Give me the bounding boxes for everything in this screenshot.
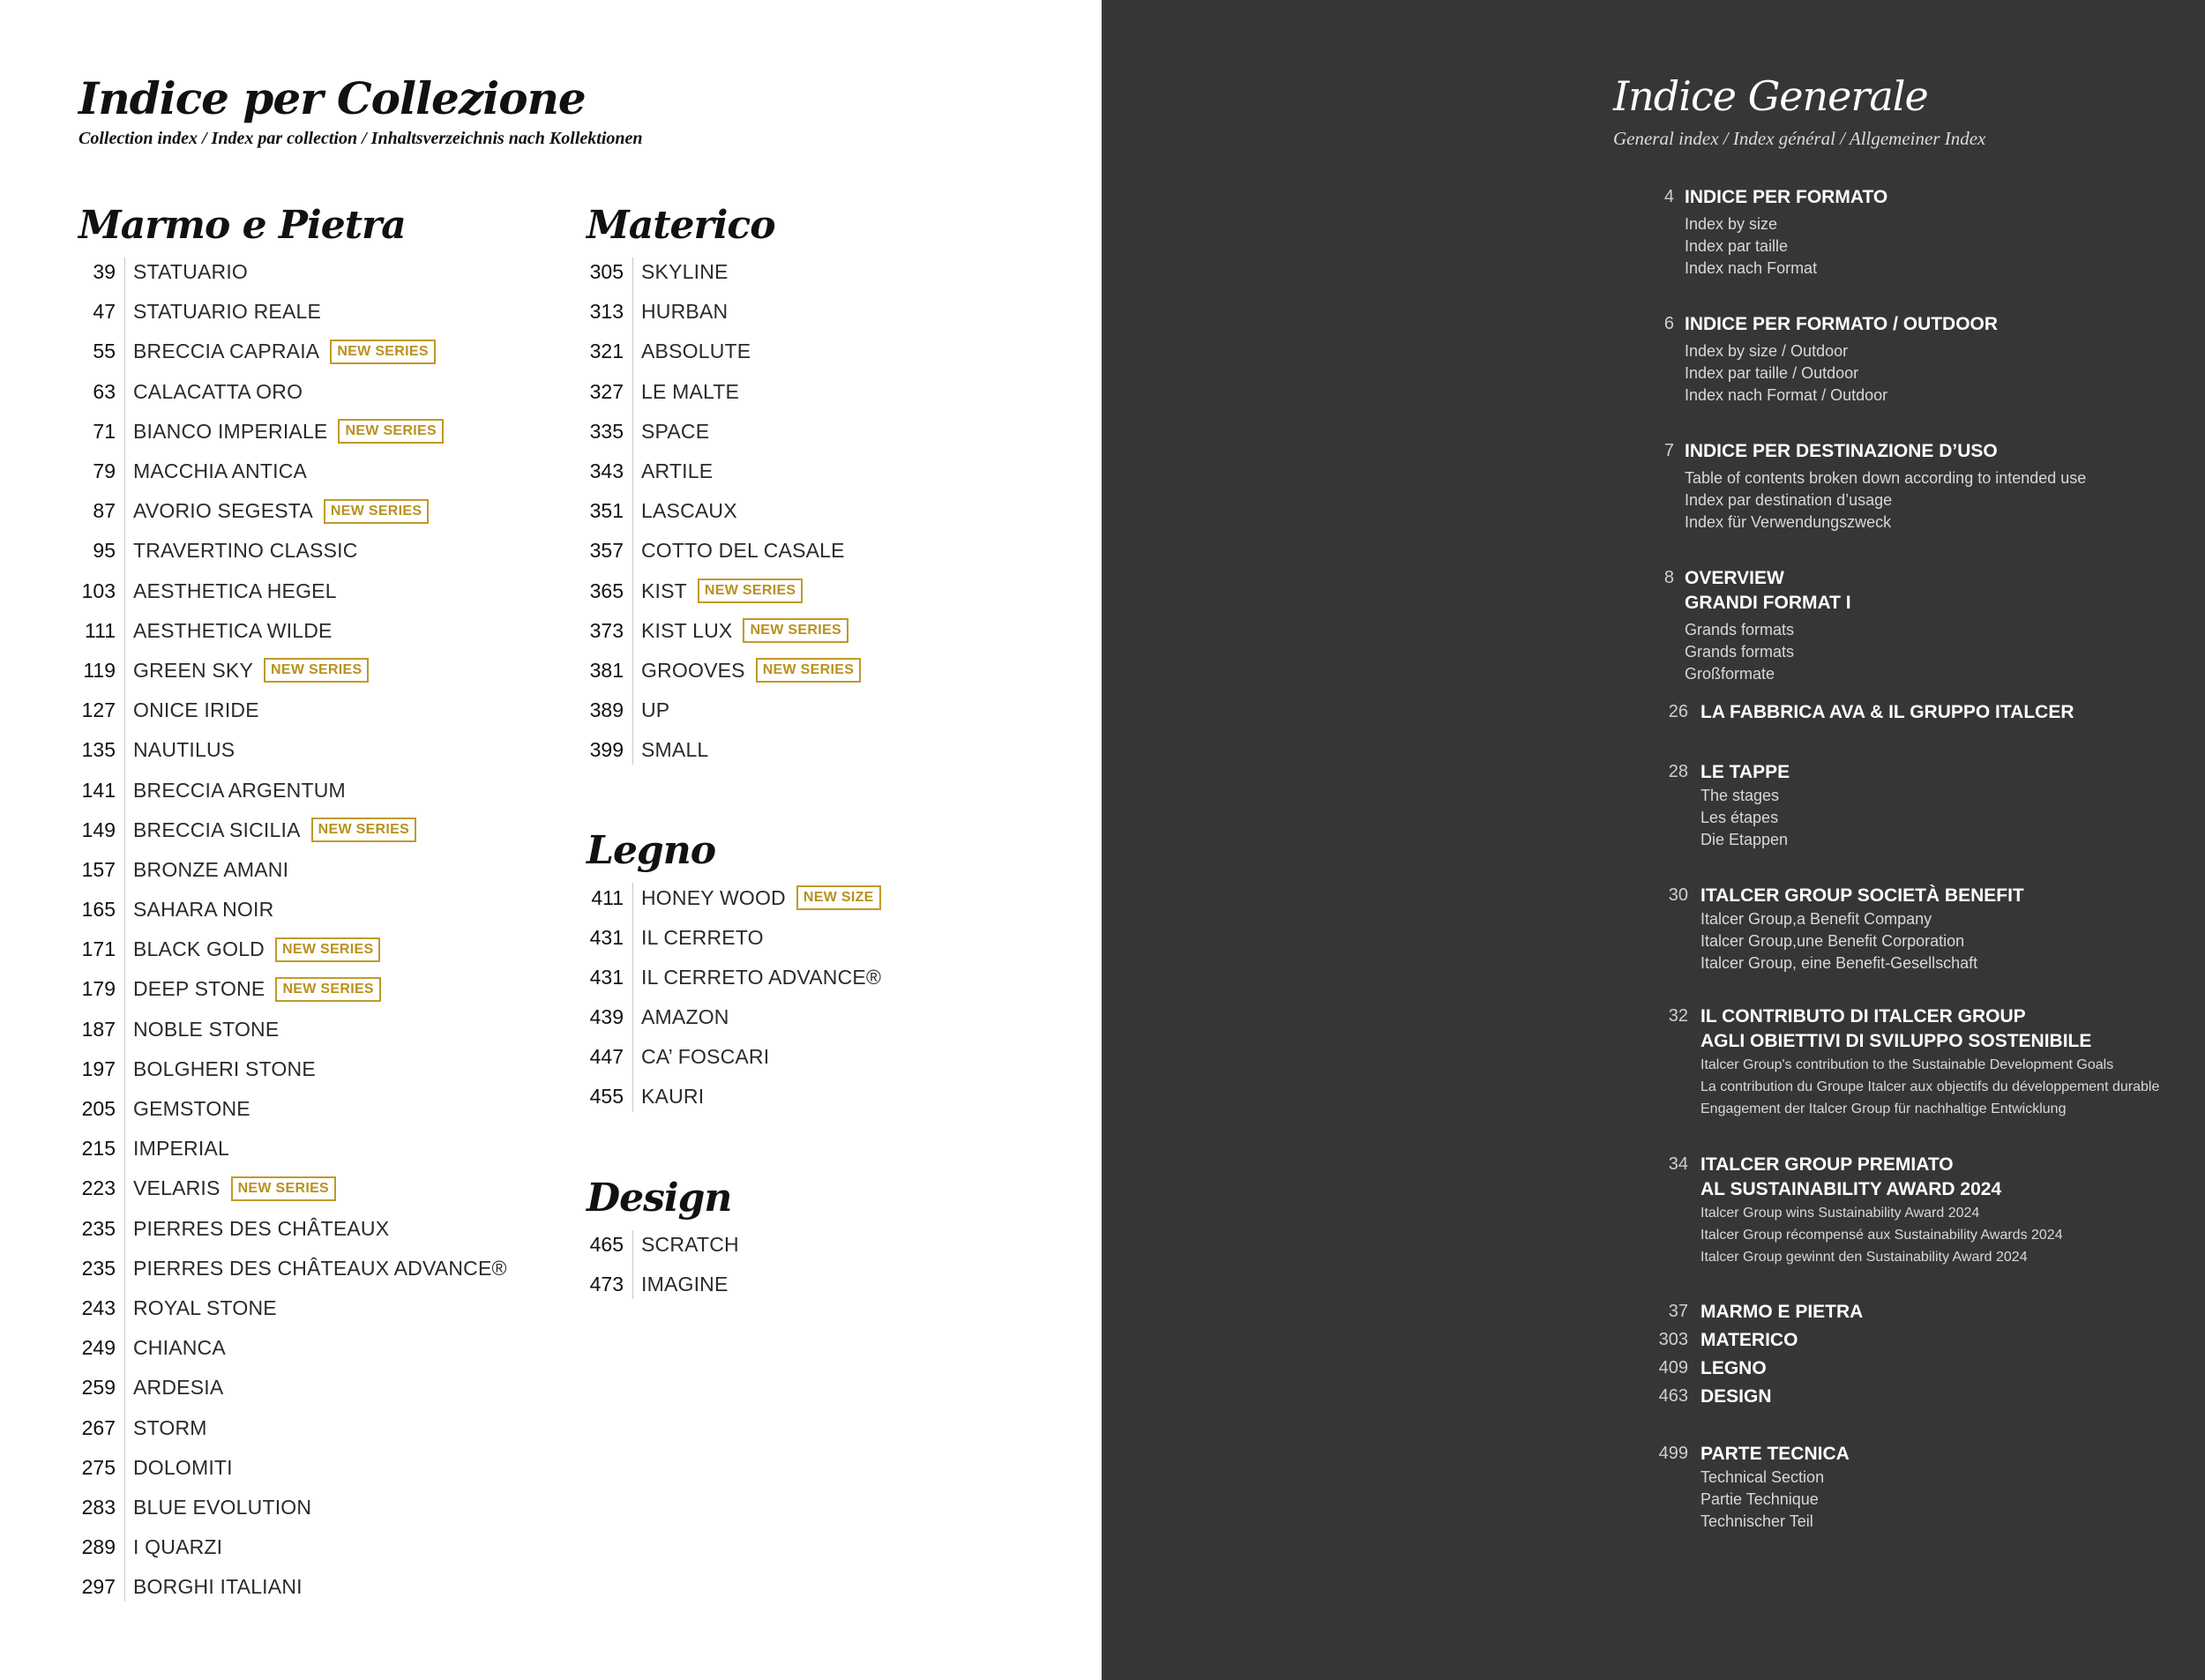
collection-name: STATUARIO [133, 260, 249, 284]
page-number: 343 [589, 459, 624, 483]
page-number: 305 [589, 260, 624, 284]
page-number: 365 [589, 579, 624, 602]
index-entry [78, 1089, 507, 1129]
page-number: 283 [81, 1495, 116, 1519]
page-number: 313 [589, 300, 624, 324]
collection-name: SPACE [641, 419, 710, 443]
index-entry [78, 1049, 507, 1089]
index-entry [78, 1448, 507, 1488]
page-number: 223 [81, 1176, 116, 1200]
collection-name: BLACK GOLD [133, 937, 265, 961]
index-entry [78, 372, 507, 412]
collection-name: AESTHETICA WILDE [133, 618, 333, 642]
item-translation: Index by size [1685, 215, 1778, 233]
collection-name: SCRATCH [641, 1232, 739, 1256]
index-entry [78, 1288, 507, 1328]
item-translation: Italcer Group gewinnt den Sustainability Award 2024 [1700, 1250, 2028, 1265]
page-number: 8 [1663, 568, 1674, 587]
collection-name: PIERRES DES CHÂTEAUX ADVANCE® [133, 1256, 507, 1280]
index-entry [78, 1209, 507, 1249]
collection-name: LASCAUX [641, 499, 737, 523]
item-title: INDICE PER FORMATO / OUTDOOR [1685, 314, 1999, 334]
item-translation: Les étapes [1700, 809, 1779, 826]
item-translation: Grands formats [1685, 643, 1795, 661]
collection-name: GREEN SKY [133, 658, 254, 682]
page-number: 357 [589, 539, 624, 563]
collection-name: TRAVERTINO CLASSIC [133, 539, 358, 563]
index-entry [78, 452, 507, 491]
section-materico [587, 203, 881, 770]
new-badge: NEW SERIES [264, 658, 369, 683]
item-translation: Index par taille / Outdoor [1685, 364, 1859, 382]
index-entry [78, 1249, 507, 1288]
new-badge: NEW SERIES [231, 1176, 336, 1201]
collection-name: ROYAL STONE [133, 1295, 277, 1319]
index-entry [587, 691, 881, 730]
index-entry [587, 958, 881, 997]
entry-list [78, 252, 507, 1607]
new-badge: NEW SERIES [743, 618, 848, 643]
index-entry [587, 730, 881, 770]
page-number: 235 [81, 1256, 116, 1280]
page-number: 381 [589, 658, 624, 682]
page-number: 259 [81, 1376, 116, 1400]
index-entry [587, 1225, 881, 1265]
index-entry [78, 1567, 507, 1607]
item-translation: Partie Technique [1700, 1490, 1819, 1508]
item-translation: Die Etappen [1700, 831, 1789, 848]
new-badge: NEW SIZE [796, 885, 881, 910]
section-design [587, 1176, 881, 1304]
item-title-line2: AL SUSTAINABILITY AWARD 2024 [1700, 1179, 2002, 1199]
section-title: Legno [587, 828, 716, 874]
page-number: 119 [83, 658, 116, 682]
page-number: 6 [1663, 314, 1674, 333]
index-entry [78, 651, 507, 691]
item-title-line2: GRANDI FORMAT I [1685, 593, 1851, 613]
collection-name: IMAGINE [641, 1272, 729, 1295]
collection-name: AVORIO SEGESTA [133, 499, 313, 523]
index-entry [587, 412, 881, 452]
collection-name: STORM [133, 1415, 207, 1439]
page-number: 197 [81, 1057, 116, 1080]
collection-name: SAHARA NOIR [133, 898, 274, 922]
page-number: 87 [93, 499, 116, 523]
index-entry [587, 1037, 881, 1077]
page-number: 111 [85, 618, 116, 642]
index-entry [78, 571, 507, 611]
collection-name: SKYLINE [641, 260, 729, 284]
index-entry [587, 651, 881, 691]
index-entry [587, 372, 881, 412]
index-entry [78, 332, 507, 371]
page-number: 335 [589, 419, 624, 443]
item-title: OVERVIEW [1685, 568, 1784, 588]
index-entry [587, 491, 881, 531]
new-badge: NEW SERIES [698, 579, 803, 603]
page-number: 267 [81, 1415, 116, 1439]
index-entry [78, 890, 507, 930]
page-number: 235 [81, 1216, 116, 1240]
collection-name: MACCHIA ANTICA [133, 459, 308, 483]
collection-name: COTTO DEL CASALE [641, 539, 845, 563]
page-number: 165 [81, 898, 116, 922]
item-translation: Index nach Format [1685, 259, 1818, 277]
page-number: 399 [589, 738, 624, 762]
index-entry [78, 969, 507, 1009]
page-number: 157 [81, 857, 116, 881]
index-entry [587, 292, 881, 332]
index-entry [78, 1010, 507, 1049]
index-entry [587, 531, 881, 571]
page-number: 7 [1663, 441, 1674, 460]
page-number: 179 [81, 977, 116, 1001]
collection-name: DOLOMITI [133, 1455, 233, 1479]
collection-name: BRONZE AMANI [133, 857, 289, 881]
item-translation: La contribution du Groupe Italcer aux objectifs du développement durable [1700, 1079, 2160, 1094]
item-translation: Großformate [1685, 665, 1775, 683]
new-badge: NEW SERIES [275, 977, 380, 1002]
index-entry [587, 1077, 881, 1116]
page-number: 473 [589, 1272, 624, 1295]
new-badge: NEW SERIES [311, 818, 416, 842]
index-entry [78, 1527, 507, 1567]
section-title: Materico [587, 203, 775, 248]
item-title: LEGNO [1700, 1358, 1767, 1378]
collection-name: KAURI [641, 1085, 705, 1109]
item-translation: Engagement der Italcer Group für nachhaltige Entwicklung [1700, 1101, 2067, 1116]
collection-name: HONEY WOOD [641, 885, 786, 909]
page-number: 95 [93, 539, 116, 563]
index-entry [78, 1169, 507, 1208]
index-entry [587, 997, 881, 1037]
item-title: INDICE PER FORMATO [1685, 187, 1888, 207]
new-badge: NEW SERIES [275, 937, 380, 962]
entry-list [587, 252, 881, 770]
section-title: Design [587, 1175, 732, 1221]
index-entry [78, 611, 507, 651]
page-number: 71 [93, 419, 116, 443]
index-entry [78, 850, 507, 890]
collection-name: CHIANCA [133, 1336, 226, 1360]
collection-name: CALACATTA ORO [133, 379, 303, 403]
page-number: 4 [1663, 187, 1674, 206]
item-translation: Index nach Format / Outdoor [1685, 386, 1888, 404]
page-number: 30 [1668, 885, 1688, 905]
page-number: 28 [1668, 762, 1688, 781]
collection-name: VELARIS [133, 1176, 220, 1200]
item-translation: Italcer Group wins Sustainability Award 2024 [1700, 1206, 1980, 1221]
collection-name: NAUTILUS [133, 738, 235, 762]
index-entry [78, 810, 507, 850]
collection-name: SMALL [641, 738, 709, 762]
page-number: 275 [81, 1455, 116, 1479]
page-number: 289 [81, 1535, 116, 1559]
new-badge: NEW SERIES [324, 499, 429, 524]
collection-name: BRECCIA CAPRAIA [133, 340, 320, 363]
page-number: 303 [1658, 1330, 1688, 1349]
item-title: PARTE TECNICA [1700, 1444, 1850, 1464]
collection-name: DEEP STONE [133, 977, 265, 1001]
item-title: ITALCER GROUP SOCIETÀ BENEFIT [1700, 885, 2024, 906]
item-translation: Italcer Group, eine Benefit-Gesellschaft [1700, 954, 1978, 972]
page-number: 187 [81, 1017, 116, 1041]
item-title: MARMO E PIETRA [1700, 1302, 1864, 1322]
collection-name: LE MALTE [641, 379, 740, 403]
collection-name: BORGHI ITALIANI [133, 1575, 303, 1599]
section-marmo-e-pietra [78, 203, 507, 1607]
entry-list [587, 1225, 881, 1304]
item-translation: Grands formats [1685, 621, 1795, 638]
index-entry [587, 452, 881, 491]
item-translation: Technical Section [1700, 1468, 1825, 1486]
column-right-sections [587, 203, 881, 1304]
page-number: 215 [81, 1137, 116, 1161]
item-title: LE TAPPE [1700, 762, 1790, 782]
page-number: 327 [589, 379, 624, 403]
item-translation: Index by size / Outdoor [1685, 342, 1849, 360]
collection-name: BIANCO IMPERIALE [133, 419, 328, 443]
entry-list [587, 877, 881, 1116]
collection-name: ABSOLUTE [641, 340, 751, 363]
index-entry [78, 491, 507, 531]
new-badge: NEW SERIES [330, 340, 435, 364]
page-subtitle: Collection index / Index par collection / Inhaltsverzeichnis nach Kollektionen [78, 129, 643, 148]
item-translation: Index par taille [1685, 237, 1789, 255]
section-title: Marmo e Pietra [78, 203, 406, 248]
collection-name: HURBAN [641, 300, 729, 324]
collection-name: UP [641, 698, 670, 722]
index-entry [78, 412, 507, 452]
collection-name: NOBLE STONE [133, 1017, 280, 1041]
collection-name: I QUARZI [133, 1535, 223, 1559]
collection-name: BLUE EVOLUTION [133, 1495, 312, 1519]
page-number: 135 [81, 738, 116, 762]
page-number: 499 [1658, 1444, 1688, 1463]
index-entry [78, 1368, 507, 1407]
page-number: 463 [1658, 1386, 1688, 1406]
item-title: ITALCER GROUP PREMIATO [1700, 1154, 1954, 1175]
page-number: 205 [81, 1097, 116, 1121]
index-entry [78, 1407, 507, 1447]
page-number: 431 [589, 965, 624, 989]
page-title: Indice per Collezione [78, 72, 586, 124]
collection-name: PIERRES DES CHÂTEAUX [133, 1216, 390, 1240]
item-title: MATERICO [1700, 1330, 1798, 1350]
index-entry [587, 252, 881, 292]
item-translation: Index par destination d’usage [1685, 491, 1893, 509]
page-number: 37 [1668, 1302, 1688, 1321]
collection-name: GROOVES [641, 658, 745, 682]
page-number: 32 [1668, 1006, 1688, 1026]
item-translation: Italcer Group's contribution to the Sustainable Development Goals [1700, 1057, 2114, 1072]
index-entry [78, 252, 507, 292]
new-badge: NEW SERIES [756, 658, 861, 683]
page-number: 149 [81, 818, 116, 841]
index-entry [78, 730, 507, 770]
page-number: 55 [93, 340, 116, 363]
index-entry [587, 571, 881, 611]
item-translation: Technischer Teil [1700, 1512, 1813, 1530]
index-entry [587, 611, 881, 651]
page-number: 409 [1658, 1358, 1688, 1378]
collection-name: ARDESIA [133, 1376, 224, 1400]
page-number: 141 [81, 778, 116, 802]
page-number: 447 [589, 1045, 624, 1069]
page-number: 351 [589, 499, 624, 523]
page-number: 26 [1668, 702, 1688, 721]
collection-name: IL CERRETO [641, 925, 764, 949]
page-number: 34 [1668, 1154, 1688, 1174]
item-translation: Table of contents broken down according to intended use [1685, 469, 2087, 487]
page-number: 63 [93, 379, 116, 403]
page-number: 103 [81, 579, 116, 602]
item-title: LA FABBRICA AVA & IL GRUPPO ITALCER [1700, 702, 2074, 722]
index-entry [587, 918, 881, 958]
collection-name: IL CERRETO ADVANCE® [641, 965, 882, 989]
page-number: 39 [93, 260, 116, 284]
page-number: 297 [81, 1575, 116, 1599]
item-translation: The stages [1700, 787, 1780, 804]
index-entry [78, 930, 507, 969]
page-number: 373 [589, 618, 624, 642]
general-index-title: Indice Generale [1613, 72, 1928, 120]
collection-name: STATUARIO REALE [133, 300, 322, 324]
index-entry [587, 332, 881, 371]
index-entry [587, 1265, 881, 1304]
page-number: 171 [81, 937, 116, 961]
page-number: 249 [81, 1336, 116, 1360]
page-number: 431 [589, 925, 624, 949]
collection-name: AMAZON [641, 1005, 729, 1029]
section-legno [587, 828, 881, 1116]
collection-name: CA’ FOSCARI [641, 1045, 770, 1069]
index-entry [78, 1129, 507, 1169]
new-badge: NEW SERIES [338, 419, 443, 444]
index-entry [587, 877, 881, 917]
index-entry [78, 292, 507, 332]
page-number: 455 [589, 1085, 624, 1109]
item-title-line2: AGLI OBIETTIVI DI SVILUPPO SOSTENIBILE [1700, 1031, 2092, 1051]
page-number: 79 [93, 459, 116, 483]
collection-name: BRECCIA SICILIA [133, 818, 301, 841]
collection-name: KIST [641, 579, 687, 602]
collection-name: AESTHETICA HEGEL [133, 579, 337, 602]
collection-name: ARTILE [641, 459, 714, 483]
page-number: 127 [81, 698, 116, 722]
collection-name: IMPERIAL [133, 1137, 229, 1161]
collection-name: GEMSTONE [133, 1097, 250, 1121]
item-translation: Index für Verwendungszweck [1685, 513, 1892, 531]
item-translation: Italcer Group récompensé aux Sustainability Awards 2024 [1700, 1228, 2063, 1243]
page-number: 411 [591, 885, 624, 909]
page-number: 47 [93, 300, 116, 324]
page-number: 465 [589, 1232, 624, 1256]
general-index-subtitle: General index / Index général / Allgemeiner Index [1613, 128, 1986, 149]
page-number: 321 [589, 340, 624, 363]
index-entry [78, 531, 507, 571]
collection-name: ONICE IRIDE [133, 698, 259, 722]
collection-name: BRECCIA ARGENTUM [133, 778, 346, 802]
item-title: DESIGN [1700, 1386, 1772, 1407]
item-title: INDICE PER DESTINAZIONE D’USO [1685, 441, 1998, 461]
index-entry [78, 1328, 507, 1368]
page-number: 389 [589, 698, 624, 722]
index-entry [78, 770, 507, 810]
item-title: IL CONTRIBUTO DI ITALCER GROUP [1700, 1006, 2026, 1027]
collection-name: BOLGHERI STONE [133, 1057, 316, 1080]
item-translation: Italcer Group,a Benefit Company [1700, 910, 1932, 928]
index-entry [78, 691, 507, 730]
page-number: 439 [589, 1005, 624, 1029]
collection-name: KIST LUX [641, 618, 733, 642]
index-entry [78, 1488, 507, 1527]
item-translation: Italcer Group,une Benefit Corporation [1700, 932, 1965, 950]
page-number: 243 [81, 1295, 116, 1319]
